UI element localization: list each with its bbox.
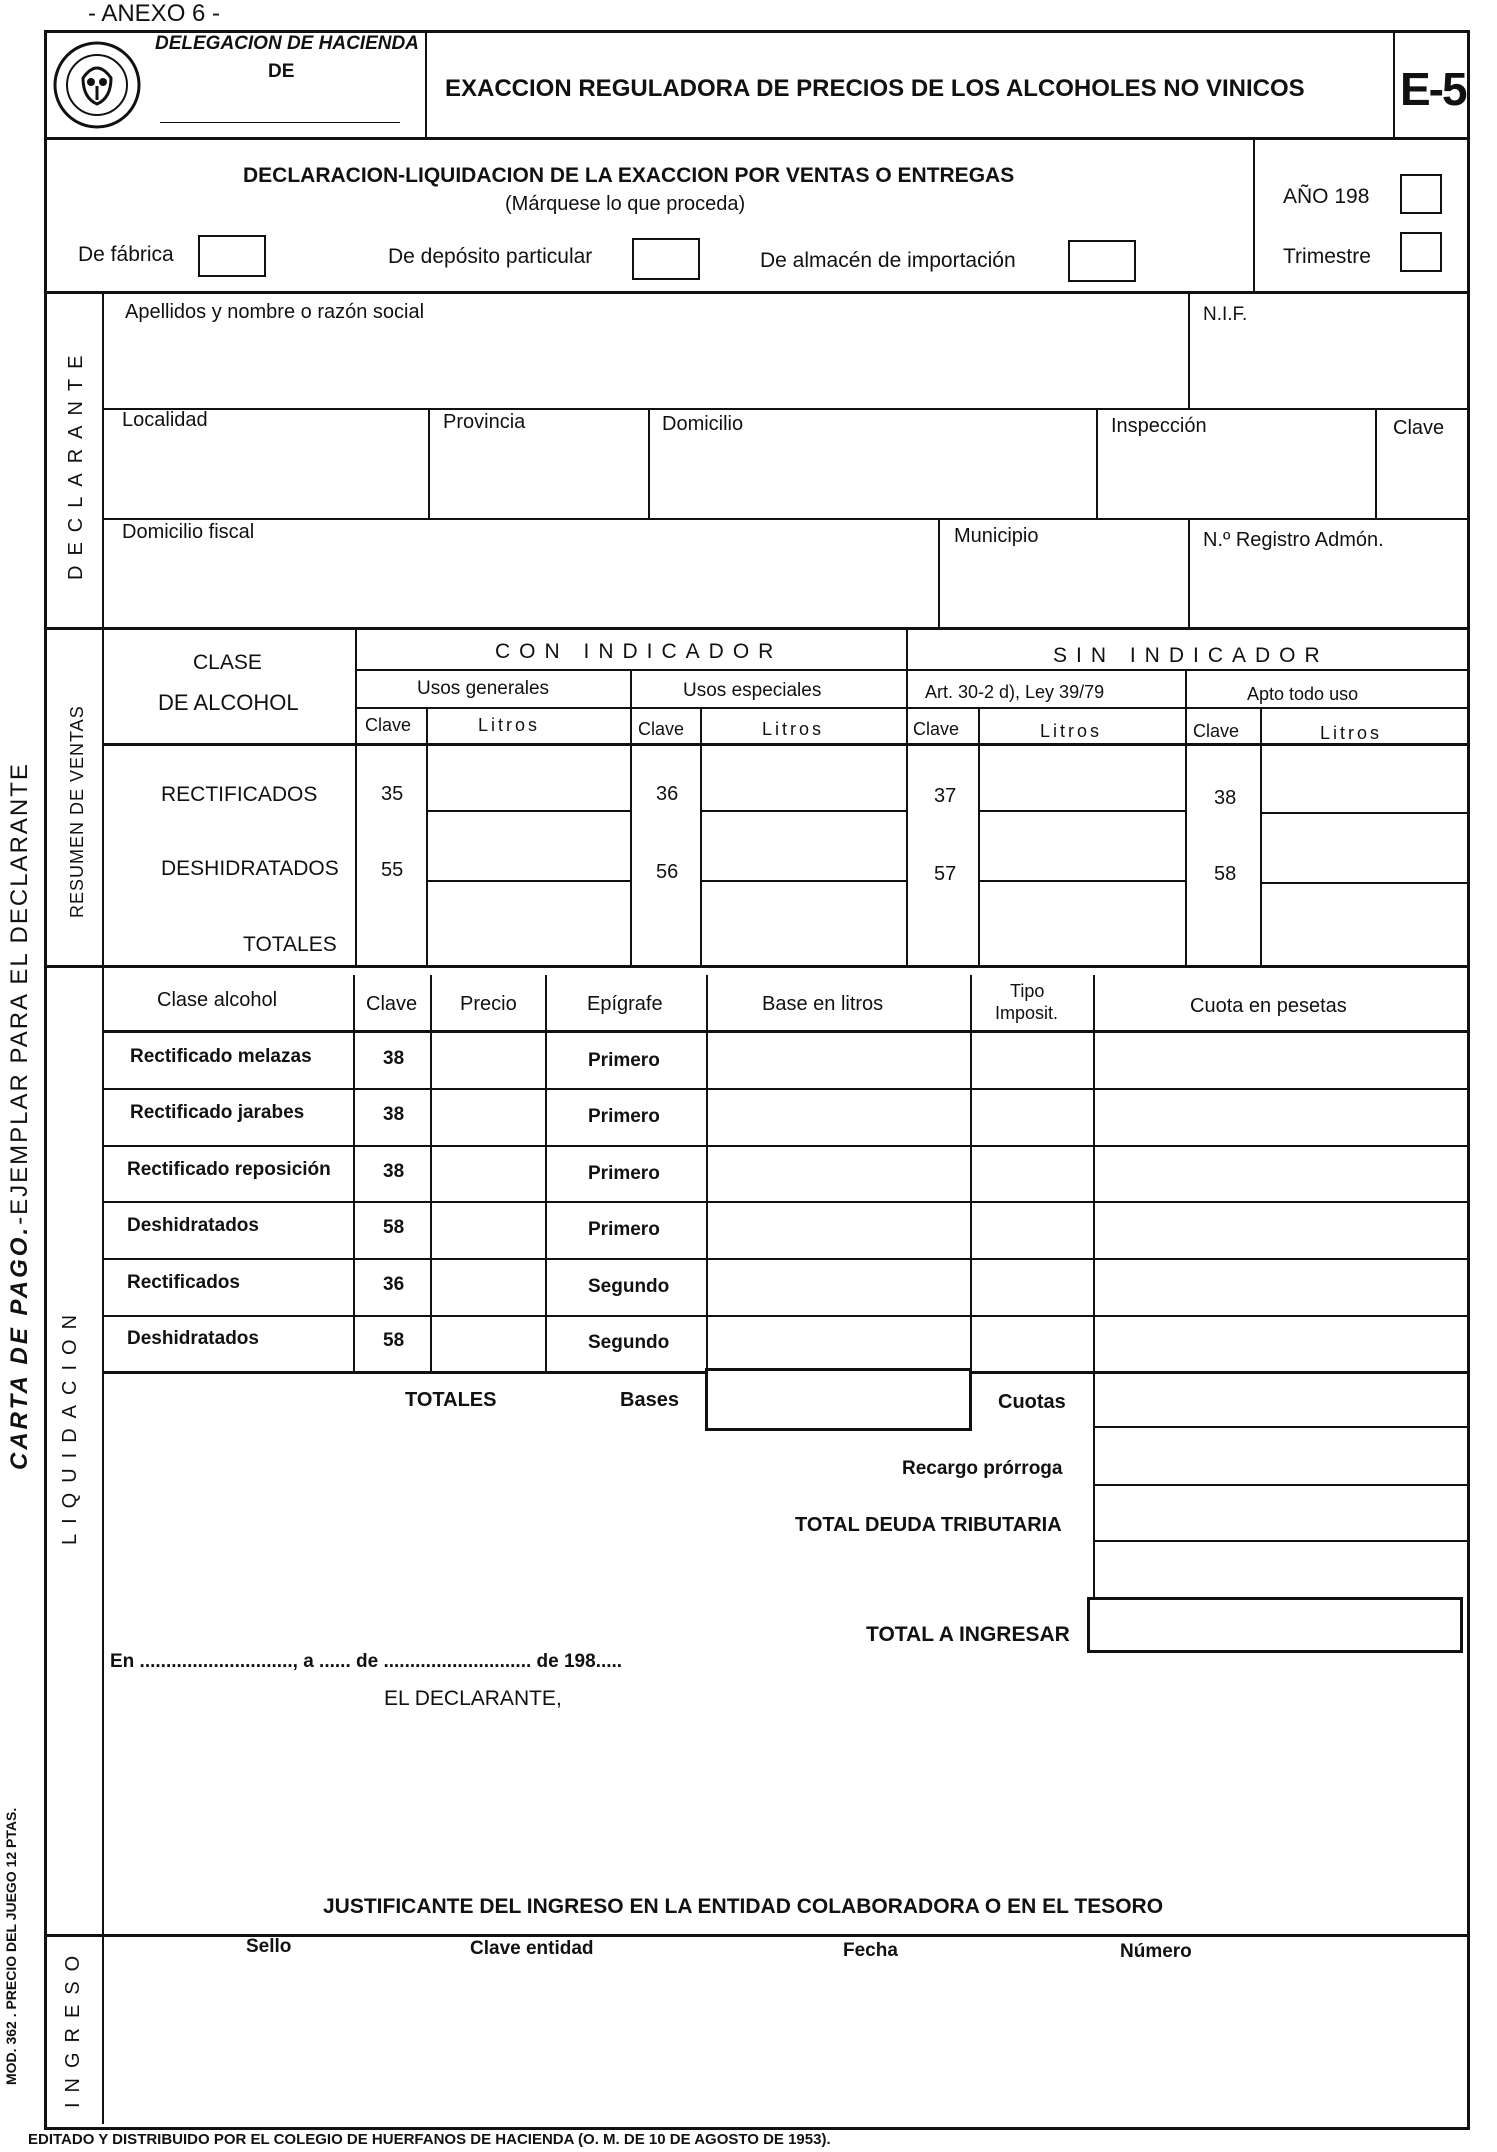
declaration-divider bbox=[1253, 138, 1255, 293]
option-deposito-checkbox[interactable] bbox=[632, 238, 700, 280]
liq-header-base: Base en litros bbox=[762, 993, 884, 1015]
ingreso-side-label: INGRESO bbox=[62, 1945, 84, 2108]
liq-row-rule bbox=[102, 1201, 1467, 1203]
option-fabrica-checkbox[interactable] bbox=[198, 235, 266, 277]
place-date-line: En ............................., a ...... de ............................ de 198..... bbox=[110, 1651, 623, 1672]
cuota-row-rule bbox=[1093, 1426, 1467, 1428]
liq-col-rule bbox=[706, 975, 708, 1371]
quarter-label: Trimestre bbox=[1283, 245, 1371, 268]
justificante-label: JUSTIFICANTE DEL INGRESO EN LA ENTIDAD COLABORADORA O EN EL TESORO bbox=[323, 1895, 1164, 1918]
resumen-header-rule bbox=[355, 707, 1467, 709]
litros-field-rule bbox=[978, 810, 1185, 812]
declaration-bottom-rule bbox=[44, 291, 1467, 294]
liq-col-rule bbox=[353, 975, 355, 1371]
liq-row-clase: Rectificados bbox=[127, 1272, 240, 1293]
form-code: E-5 bbox=[1400, 63, 1466, 115]
litros-field-rule bbox=[978, 880, 1185, 882]
litros-field-rule bbox=[1260, 882, 1467, 884]
ingreso-side-rule bbox=[102, 1936, 104, 2124]
resumen-clave-value: 36 bbox=[656, 783, 679, 805]
resumen-clave-value: 55 bbox=[381, 859, 404, 881]
liq-row-clase: Rectificado melazas bbox=[130, 1046, 312, 1067]
resumen-clave-value: 56 bbox=[656, 861, 679, 883]
liq-totales-label: TOTALES bbox=[405, 1389, 497, 1411]
litros-header: Litros bbox=[478, 715, 541, 735]
liq-header-tipo-2: Imposit. bbox=[995, 1003, 1059, 1023]
localidad-label: Localidad bbox=[122, 409, 208, 431]
clave-header: Clave bbox=[638, 719, 685, 739]
name-label: Apellidos y nombre o razón social bbox=[125, 301, 425, 323]
carta-label: CARTA DE PAGO. bbox=[6, 1224, 33, 1470]
resumen-side-rule bbox=[102, 629, 104, 966]
liq-row-epigrafe: Segundo bbox=[588, 1332, 670, 1353]
declarante-side-label: DECLARANTE bbox=[65, 345, 87, 580]
header-divider bbox=[425, 30, 427, 138]
declarante-row-rule bbox=[102, 518, 1467, 520]
litros-field-rule bbox=[700, 880, 906, 882]
liq-header-precio: Precio bbox=[460, 993, 517, 1015]
annex-note: - ANEXO 6 - bbox=[88, 0, 221, 27]
litros-header: Litros bbox=[762, 719, 825, 739]
liq-row-clave: 38 bbox=[383, 1048, 405, 1069]
liquidacion-side-rule bbox=[102, 967, 104, 1935]
declaration-title: DECLARACION-LIQUIDACION DE LA EXACCION POR VENTAS O ENTREGAS bbox=[243, 164, 1015, 187]
bases-total-field[interactable] bbox=[705, 1368, 972, 1431]
domicilio-label: Domicilio bbox=[662, 413, 744, 435]
cuota-col-rule bbox=[1093, 1371, 1095, 1615]
liq-col-rule bbox=[1093, 975, 1095, 1371]
office-label: DELEGACION DE HACIENDA bbox=[155, 33, 419, 54]
total-deuda-label: TOTAL DEUDA TRIBUTARIA bbox=[795, 1514, 1062, 1536]
resumen-col-rule bbox=[630, 670, 632, 966]
liq-header-epigrafe: Epígrafe bbox=[587, 993, 663, 1015]
clase-label-2: DE ALCOHOL bbox=[158, 690, 299, 715]
usos-especiales-label: Usos especiales bbox=[683, 680, 822, 701]
declarante-col-rule bbox=[1188, 293, 1190, 408]
liq-header-cuota: Cuota en pesetas bbox=[1190, 995, 1347, 1017]
usos-generales-label: Usos generales bbox=[417, 678, 550, 699]
apto-label: Apto todo uso bbox=[1247, 684, 1359, 704]
litros-field-rule bbox=[700, 810, 906, 812]
liq-row-epigrafe: Primero bbox=[588, 1106, 660, 1127]
registro-label: N.º Registro Admón. bbox=[1203, 529, 1384, 551]
option-fabrica-label: De fábrica bbox=[78, 243, 174, 266]
liq-row-clave: 38 bbox=[383, 1161, 405, 1182]
declarante-side-rule bbox=[102, 293, 104, 628]
provincia-label: Provincia bbox=[443, 411, 526, 433]
resumen-col-rule bbox=[1260, 708, 1262, 966]
resumen-header-rule bbox=[102, 743, 1467, 746]
liq-row-epigrafe: Segundo bbox=[588, 1276, 670, 1297]
art-label: Art. 30-2 d), Ley 39/79 bbox=[925, 682, 1105, 702]
resumen-col-rule bbox=[355, 629, 357, 966]
numero-label: Número bbox=[1120, 1941, 1192, 1962]
resumen-clave-value: 58 bbox=[1214, 863, 1237, 885]
hacienda-seal-icon bbox=[50, 38, 145, 133]
liq-row-clave: 58 bbox=[383, 1217, 405, 1238]
resumen-col-rule bbox=[906, 629, 908, 966]
declarante-row-rule bbox=[102, 408, 1467, 410]
domicilio-fiscal-label: Domicilio fiscal bbox=[122, 521, 255, 543]
resumen-side-label: RESUMEN DE VENTAS bbox=[67, 705, 87, 918]
liq-col-rule bbox=[545, 975, 547, 1371]
option-almacen-label: De almacén de importación bbox=[760, 249, 1016, 272]
liq-row-rule bbox=[102, 1258, 1467, 1260]
declarante-col-rule bbox=[1188, 518, 1190, 628]
ejemplar-label: -EJEMPLAR PARA EL DECLARANTE bbox=[6, 762, 33, 1225]
liq-cuotas-label: Cuotas bbox=[998, 1391, 1066, 1413]
declaration-subtitle: (Márquese lo que proceda) bbox=[505, 193, 746, 215]
resumen-clave-value: 37 bbox=[934, 785, 957, 807]
liq-row-rule bbox=[102, 1145, 1467, 1147]
nif-label: N.I.F. bbox=[1203, 304, 1248, 325]
liq-col-rule bbox=[430, 975, 432, 1371]
liq-header-tipo: Tipo bbox=[1010, 981, 1045, 1001]
year-box[interactable] bbox=[1400, 174, 1442, 214]
liq-row-clase: Deshidratados bbox=[127, 1328, 259, 1349]
litros-field-rule bbox=[1260, 812, 1467, 814]
liq-row-rule bbox=[102, 1315, 1467, 1317]
litros-header: Litros bbox=[1320, 723, 1383, 743]
declarante-col-rule bbox=[1375, 408, 1377, 518]
clave-header: Clave bbox=[1193, 721, 1240, 741]
office-de-label: DE bbox=[268, 61, 295, 82]
inspeccion-label: Inspección bbox=[1111, 415, 1207, 437]
liq-row-clave: 38 bbox=[383, 1104, 405, 1125]
con-indicador-label: CON INDICADOR bbox=[495, 640, 783, 663]
resumen-col-rule bbox=[978, 708, 980, 966]
liq-row-epigrafe: Primero bbox=[588, 1219, 660, 1240]
liq-row-clase: Rectificado reposición bbox=[127, 1159, 331, 1180]
resumen-col-rule bbox=[426, 708, 428, 966]
resumen-col-rule bbox=[1185, 670, 1187, 966]
declarante-col-rule bbox=[648, 408, 650, 518]
liq-row-clave: 58 bbox=[383, 1330, 405, 1351]
fecha-label: Fecha bbox=[843, 1940, 898, 1961]
resumen-clave-value: 35 bbox=[381, 783, 404, 805]
resumen-clave-value: 57 bbox=[934, 863, 957, 885]
clase-label: CLASE bbox=[193, 651, 262, 674]
liq-header-clase: Clase alcohol bbox=[157, 989, 278, 1011]
form-title: EXACCION REGULADORA DE PRECIOS DE LOS ALCOHOLES NO VINICOS bbox=[445, 75, 1305, 102]
liquidacion-side-label: LIQUIDACION bbox=[59, 1304, 81, 1545]
litros-field-rule bbox=[426, 880, 630, 882]
clave-header: Clave bbox=[365, 715, 412, 735]
declarante-col-rule bbox=[428, 408, 430, 518]
liq-row-clase: Rectificado jarabes bbox=[130, 1102, 305, 1123]
liq-row-epigrafe: Primero bbox=[588, 1050, 660, 1071]
margin-carta-de-pago bbox=[8, 762, 32, 1470]
litros-header: Litros bbox=[1040, 721, 1103, 741]
liq-header-clave: Clave bbox=[366, 993, 418, 1015]
declarante-col-rule bbox=[938, 518, 940, 628]
litros-field-rule bbox=[426, 810, 630, 812]
declarante-signature-label: EL DECLARANTE, bbox=[384, 1687, 562, 1710]
quarter-box[interactable] bbox=[1400, 232, 1442, 272]
clave-entidad-label: Clave entidad bbox=[470, 1938, 594, 1959]
resumen-header-rule bbox=[355, 669, 1467, 671]
liq-col-rule bbox=[970, 975, 972, 1371]
total-ingresar-field[interactable] bbox=[1087, 1597, 1463, 1653]
resumen-row-name: RECTIFICADOS bbox=[161, 783, 318, 806]
resumen-row-name: DESHIDRATADOS bbox=[161, 857, 339, 880]
liq-header-rule bbox=[102, 1030, 1467, 1033]
declarante-col-rule bbox=[1096, 408, 1098, 518]
recargo-label: Recargo prórroga bbox=[902, 1458, 1063, 1479]
total-ingresar-label: TOTAL A INGRESAR bbox=[866, 1623, 1070, 1646]
sello-label: Sello bbox=[246, 1936, 292, 1957]
footer-credit: EDITADO Y DISTRIBUIDO POR EL COLEGIO DE HUERFANOS DE HACIENDA (O. M. DE 10 DE AGOSTO DE 1953). bbox=[28, 2131, 831, 2148]
option-deposito-label: De depósito particular bbox=[388, 245, 593, 268]
resumen-bottom-rule bbox=[44, 965, 1467, 968]
form-frame bbox=[44, 30, 1470, 2130]
liq-row-clase: Deshidratados bbox=[127, 1215, 259, 1236]
cuota-row-rule bbox=[1093, 1484, 1467, 1486]
declarante-bottom-rule bbox=[44, 627, 1467, 630]
margin-mod-label: MOD. 362 . PRECIO DEL JUEGO 12 PTAS. bbox=[3, 1807, 19, 2085]
clave-header: Clave bbox=[913, 719, 960, 739]
liq-bases-label: Bases bbox=[620, 1389, 679, 1411]
resumen-col-rule bbox=[700, 708, 702, 966]
liq-row-epigrafe: Primero bbox=[588, 1163, 660, 1184]
cuota-row-rule bbox=[1093, 1540, 1467, 1542]
liq-row-rule bbox=[102, 1088, 1467, 1090]
header-divider bbox=[1393, 30, 1395, 138]
sin-indicador-label: SIN INDICADOR bbox=[1053, 644, 1329, 667]
option-almacen-checkbox[interactable] bbox=[1068, 240, 1136, 282]
clave-label: Clave bbox=[1393, 417, 1445, 439]
liq-row-clave: 36 bbox=[383, 1274, 405, 1295]
municipio-label: Municipio bbox=[954, 525, 1039, 547]
resumen-clave-value: 38 bbox=[1214, 787, 1237, 809]
year-label: AÑO 198 bbox=[1283, 185, 1370, 208]
resumen-totales-label: TOTALES bbox=[243, 933, 337, 956]
office-fill-line bbox=[160, 122, 400, 123]
